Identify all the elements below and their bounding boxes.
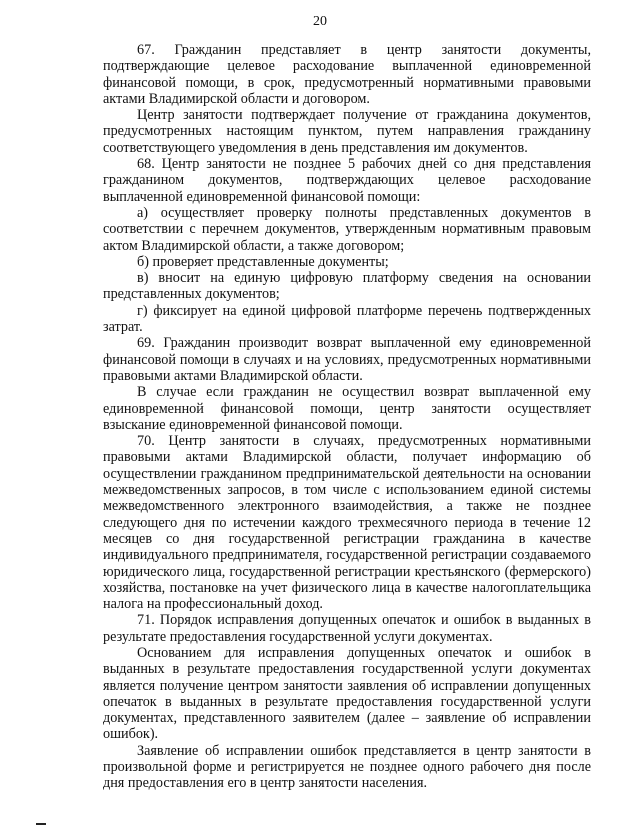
paragraph-68-item-b: б) проверяет представленные документы; — [137, 253, 389, 270]
paragraph-67: 67. Гражданин представляет в центр занятости документы, подтверждающие целевое расходование выплаченной единовременной финансовой помощи, в срок, предусмотренный нормативными правовыми актами Владимирской области и договором. — [103, 42, 591, 107]
page-number: 20 — [313, 14, 327, 29]
paragraph-71-application: Заявление об исправлении ошибок представляется в центр занятости в произвольной форме и регистрируется не позднее одного рабочего дня после дня предоставления его в центр занятости населения. — [103, 742, 591, 792]
margin-mark — [36, 823, 46, 825]
paragraph-71-basis: Основанием для исправления допущенных опечаток и ошибок в выданных в результате предоставления государственной услуги документах является получение центром занятости заявления об исправлении допущенных опечаток в выданных в результате предоставления государственной услуги документах, представленного заявителем (далее – заявление об исправлении ошибок). — [103, 644, 591, 743]
paragraph-68-item-a: а) осуществляет проверку полноты представленных документов в соответствии с перечнем документов, утвержденным нормативным правовым актом Владимирской области, а также договором; — [103, 204, 591, 254]
document-body — [103, 42, 591, 792]
paragraph-71: 71. Порядок исправления допущенных опечаток и ошибок в выданных в результате предоставления государственной услуги документах. — [103, 612, 591, 645]
paragraph-68-item-v: в) вносит на единую цифровую платформу сведения на основании представленных документов; — [103, 270, 591, 303]
paragraph-67-confirmation: Центр занятости подтверждает получение от гражданина документов, предусмотренных настоящим пунктом, путем направления гражданину соответствующего уведомления в день представления им документов. — [103, 107, 591, 156]
paragraph-68: 68. Центр занятости не позднее 5 рабочих дней со дня представления гражданином документов, подтверждающих целевое расходование выплаченной единовременной финансовой помощи: — [103, 156, 591, 205]
paragraph-69: 69. Гражданин производит возврат выплаченной ему единовременной финансовой помощи в случаях и на условиях, предусмотренных нормативными правовыми актами Владимирской области. — [103, 335, 591, 384]
paragraph-68-item-g: г) фиксирует на единой цифровой платформе перечень подтвержденных затрат. — [103, 302, 591, 336]
paragraph-69-recovery: В случае если гражданин не осуществил возврат выплаченной ему единовременной финансовой помощи, центр занятости осуществляет взыскание единовременной финансовой помощи. — [103, 384, 591, 433]
paragraph-70: 70. Центр занятости в случаях, предусмотренных нормативными правовыми актами Владимирской области, получает информацию об осуществлении гражданином предпринимательской деятельности на основании межведомственных запросов, в том числе с использованием единой системы межведомственного электронного взаимодействия, а также не позднее следующего дня по истечении каждого трехмесячного периода в течение 12 месяцев со дня государственной регистрации гражданина в качестве индивидуального предпринимателя, государственной регистрации создаваемого юридического лица, государственной регистрации крестьянского (фермерского) хозяйства, постановке на учет физического лица в качестве налогоплательщика налога на профессиональный доход. — [103, 433, 591, 613]
